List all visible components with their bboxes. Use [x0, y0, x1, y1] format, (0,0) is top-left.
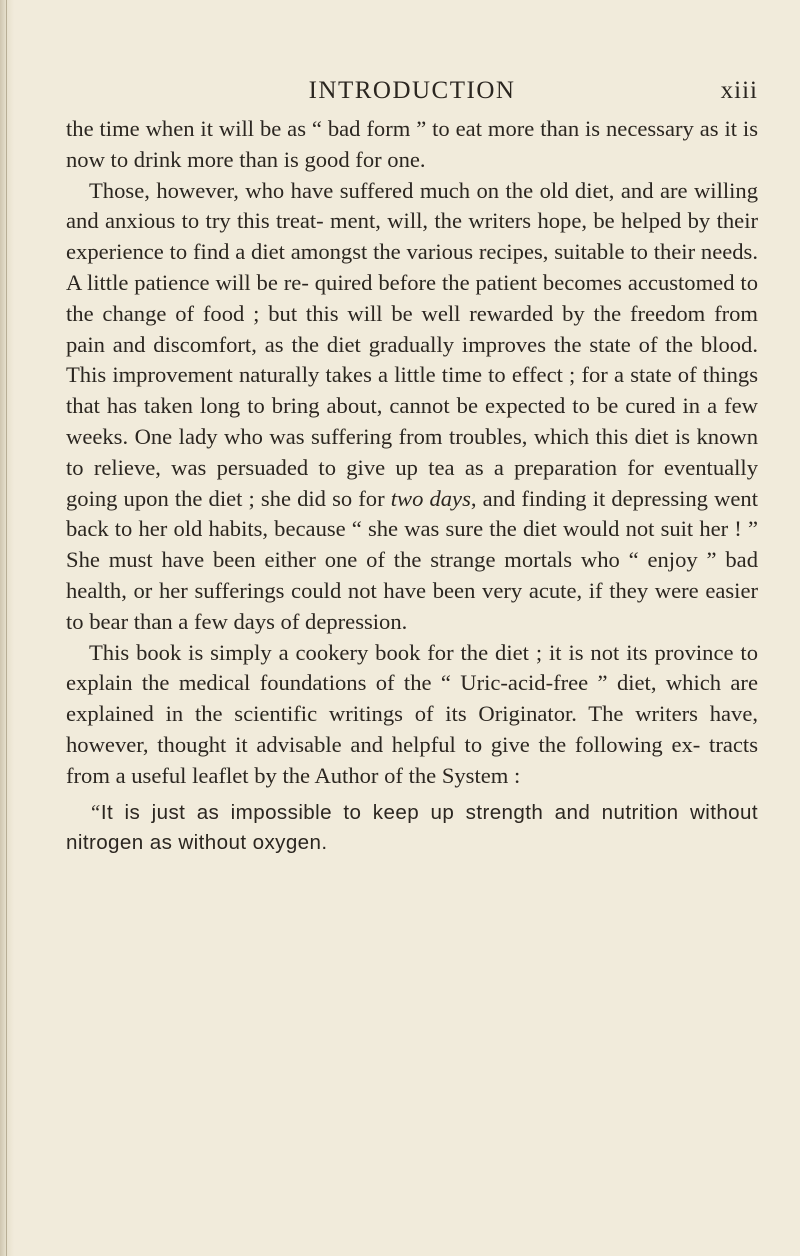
quotation-text: It is just as impossible to keep up strength and nutrition without nitrogen as without oxygen. [66, 800, 758, 855]
body-text [66, 114, 758, 792]
page-binding-shadow [0, 0, 14, 1256]
paragraph-2 [66, 176, 758, 638]
quotation [66, 798, 758, 858]
paragraph-2-italic: two days [390, 485, 471, 511]
paragraph-2-text: Those, however, who have suffered much on the old diet, and are willing and anxious to try this treat- ment, will, the writers hope, be helped by their experience to find a diet amongst the various recipes, suitable to their needs. A little patience will be re- quired before the patient becomes accustomed to the change of food ; but this will be well rewarded by the freedom from pain and discomfort, as the diet gradually improves the state of the blood. This improvement naturally takes a little time to effect ; for a state of things that has taken long to bring about, cannot be expected to be cured in a few weeks. One lady who was suffering from troubles, which this diet is known to relieve, was persuaded to give up tea as a preparation for eventually going upon the diet ; she did so for [66, 177, 758, 511]
running-header [66, 76, 758, 112]
running-title: INTRODUCTION [308, 77, 516, 104]
book-page [66, 76, 758, 878]
paragraph-3: This book is simply a cookery book for the diet ; it is not its province to explain the medical foundations of the “ Uric-acid-free ” diet, which are explained in the scientific writings of its Originator. The writers have, however, thought it advisable and helpful to give the following ex- tracts from a useful leaflet by the Author of the System : [66, 639, 758, 788]
page-number: xiii [720, 77, 758, 104]
paragraph-2-continued: , and finding it depressing went back to her old habits, because “ she was sure the diet would not suit her ! ” She must have been either one of the strange mortals who “ enjoy ” bad health, or her sufferings could not have been very acute, if they were easier to bear than a few days of depression. [66, 485, 758, 634]
paragraph-1: the time when it will be as “ bad form ” to eat more than is necessary as it is now to drink more than is good for one. [66, 116, 758, 172]
quotation-open-mark: “ [89, 801, 101, 824]
page-binding-line [6, 0, 7, 1256]
